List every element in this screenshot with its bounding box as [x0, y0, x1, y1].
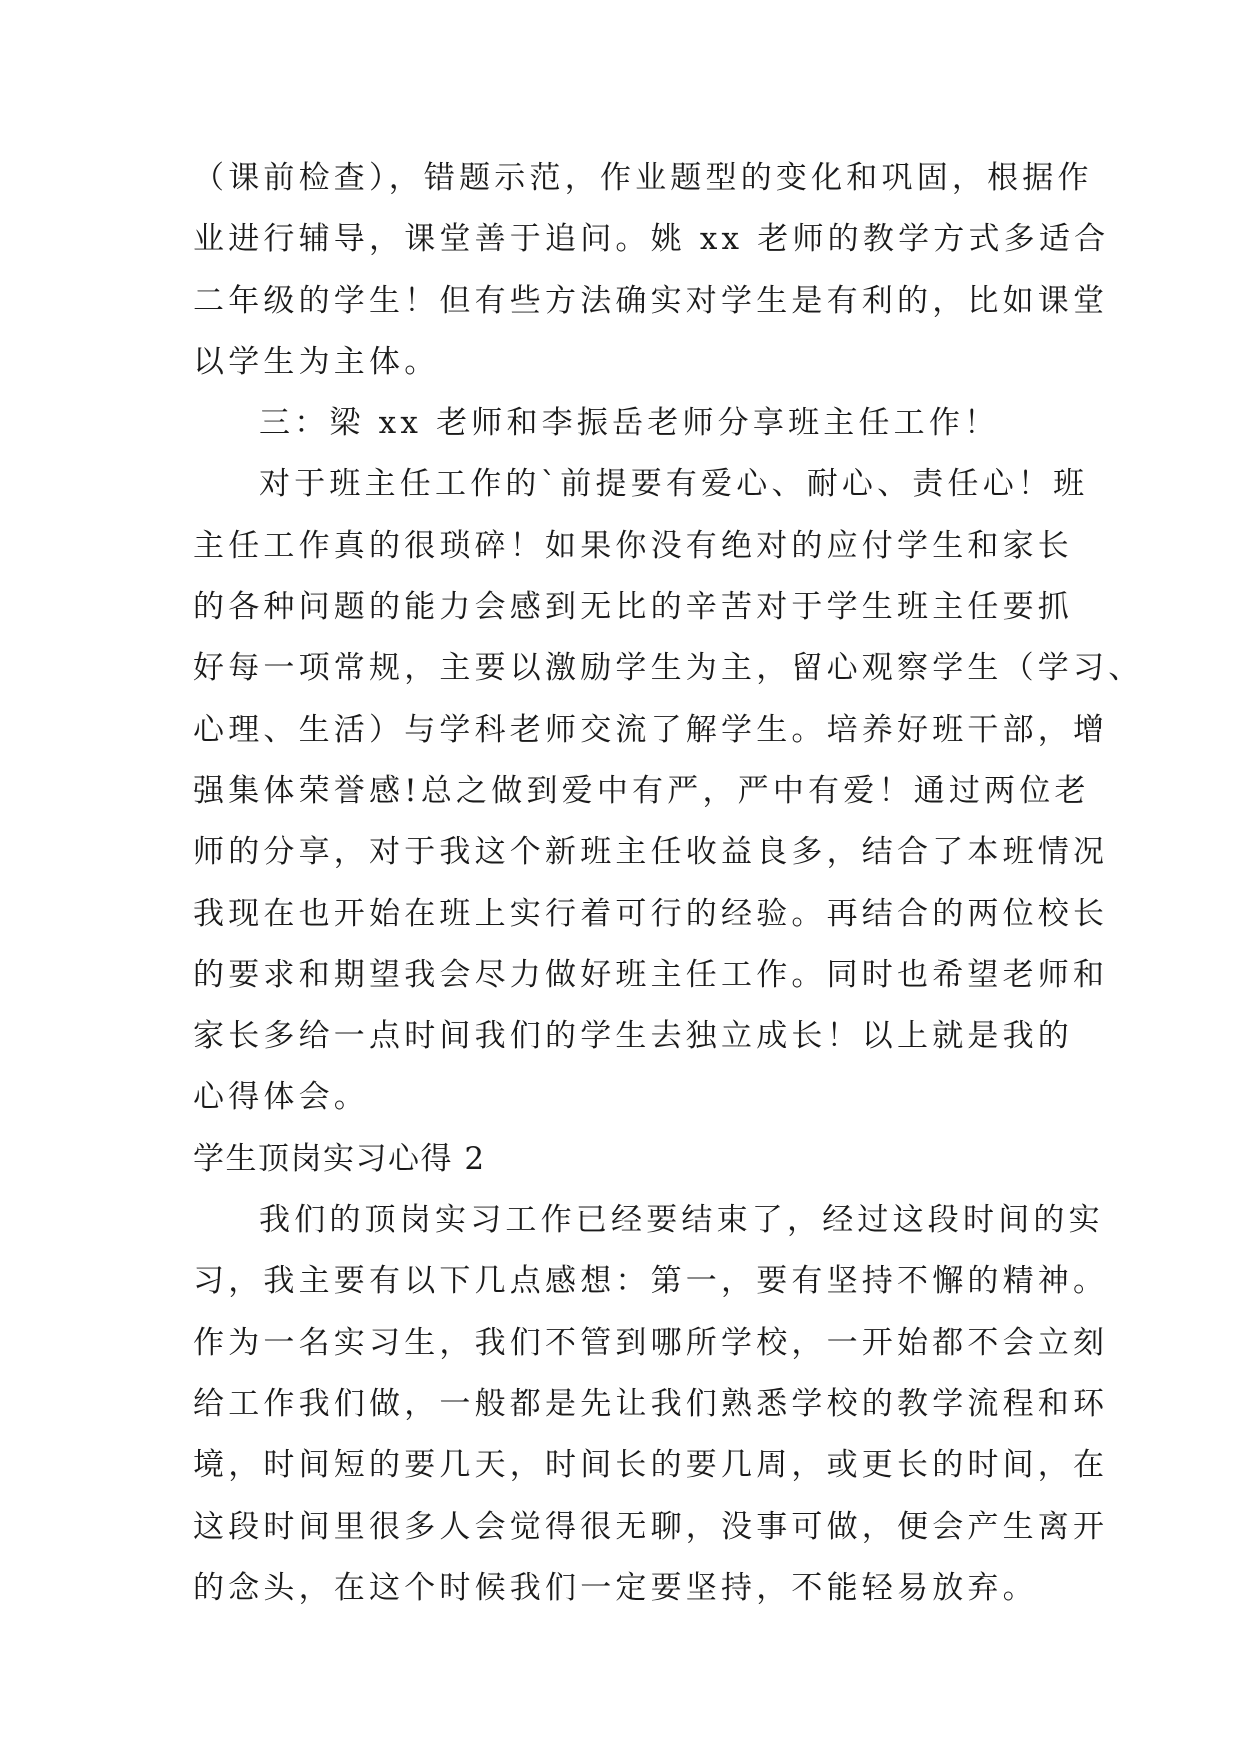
text-line: 境，时间短的要几天，时间长的要几周，或更长的时间，在: [193, 1447, 1109, 1484]
text-line: 的各种问题的能力会感到无比的辛苦对于学生班主任要抓: [193, 589, 1073, 626]
document-body: [193, 160, 1144, 1631]
text-line: 对于班主任工作的`前提要有爱心、耐心、责任心！班: [259, 466, 1089, 503]
text-line: 习，我主要有以下几点感想：第一，要有坚持不懈的精神。: [193, 1263, 1109, 1300]
article-title: 学生顶岗实习心得 2: [193, 1140, 486, 1177]
text-line: 二年级的学生！但有些方法确实对学生是有利的，比如课堂: [193, 282, 1109, 319]
text-line: 的要求和期望我会尽力做好班主任工作。同时也希望老师和: [193, 956, 1109, 993]
text-line: 业进行辅导，课堂善于追问。姚 xx 老师的教学方式多适合: [193, 221, 1110, 258]
text-line: 好每一项常规，主要以激励学生为主，留心观察学生（学习、: [193, 650, 1144, 687]
text-line: 心得体会。: [193, 1079, 369, 1116]
text-line: 给工作我们做，一般都是先让我们熟悉学校的教学流程和环: [193, 1385, 1109, 1422]
text-line: 心理、生活）与学科老师交流了解学生。培养好班干部，增: [193, 711, 1109, 748]
section-heading: 三：梁 xx 老师和李振岳老师分享班主任工作！: [259, 405, 1000, 442]
text-line: 师的分享，对于我这个新班主任收益良多，结合了本班情况: [193, 834, 1109, 871]
text-line: 强集体荣誉感!总之做到爱中有严，严中有爱！通过两位老: [193, 772, 1090, 809]
text-line: 作为一名实习生，我们不管到哪所学校，一开始都不会立刻: [193, 1324, 1109, 1361]
text-line: 我现在也开始在班上实行着可行的经验。再结合的两位校长: [193, 895, 1109, 932]
text-line: 主任工作真的很琐碎！如果你没有绝对的应付学生和家长: [193, 527, 1073, 564]
text-line: 这段时间里很多人会觉得很无聊，没事可做，便会产生离开: [193, 1508, 1109, 1545]
text-line: 家长多给一点时间我们的学生去独立成长！以上就是我的: [193, 1018, 1073, 1055]
text-line: （课前检查），错题示范，作业题型的变化和巩固，根据作: [193, 160, 1093, 196]
text-line: 的念头，在这个时候我们一定要坚持，不能轻易放弃。: [193, 1569, 1038, 1606]
text-line: 以学生为主体。: [193, 343, 440, 380]
text-line: 我们的顶岗实习工作已经要结束了，经过这段时间的实: [259, 1202, 1104, 1239]
